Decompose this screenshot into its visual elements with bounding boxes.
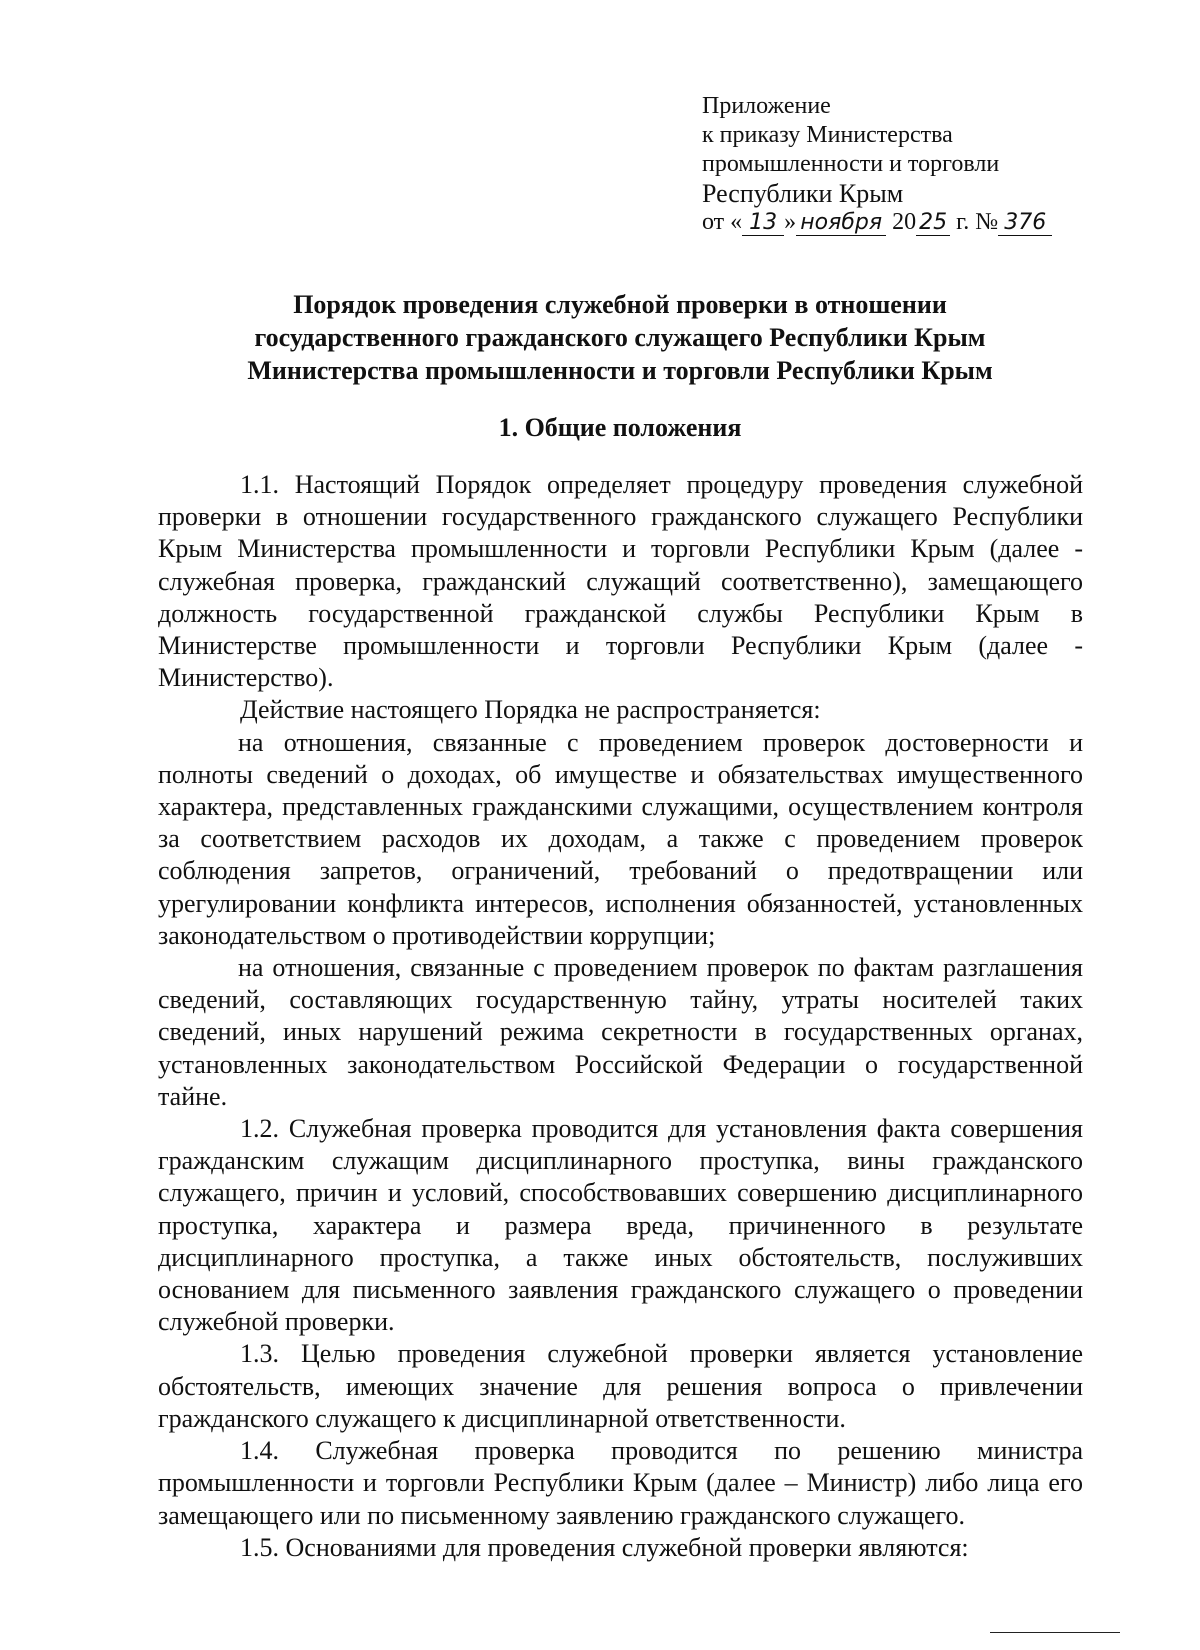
title-line: Порядок проведения служебной проверки в отношении (293, 290, 947, 319)
footer-rule (990, 1632, 1120, 1635)
date-mid: » (784, 209, 797, 235)
appendix-line: Приложение (702, 93, 831, 119)
paragraph: 1.3. Целью проведения служебной проверки является установление обстоятельств, имеющих значение для решения вопроса о привлечении гражданского служащего к дисциплинарной ответственности. (158, 1339, 1083, 1433)
handwritten-month: ноября (796, 211, 886, 236)
handwritten-year: 25 (916, 211, 950, 236)
paragraph: на отношения, связанные с проведением проверок по фактам разглашения сведений, составляющих государственную тайну, утраты носителей таких сведений, иных нарушений режима секретности в государственных органах, установленных законодательством Российской Федерации о государственной тайне. (158, 953, 1083, 1111)
appendix-date-line (702, 208, 1122, 237)
handwritten-number: 376 (998, 211, 1052, 236)
paragraph: 1.5. Основаниями для проведения служебной проверки являются: (240, 1532, 969, 1562)
year-prefix: 20 (892, 209, 917, 235)
date-prefix: от « (702, 209, 743, 235)
paragraph: 1.1. Настоящий Порядок определяет процедуру проведения служебной проверки в отношении государственного гражданского служащего Республики Крым Министерства промышленности и торговли Республики Крым (далее - служебная проверка, гражданский служащий соответственно), замещающего должность государственной гражданской службы Республики Крым в Министерстве промышленности и торговли Республики Крым (далее - Министерство). (158, 470, 1083, 693)
paragraph: Действие настоящего Порядка не распространяется: (240, 695, 821, 725)
number-prefix: г. № (956, 209, 999, 235)
handwritten-day: 13 (742, 211, 784, 236)
appendix-block (702, 92, 1122, 237)
paragraph: на отношения, связанные с проведением проверок достоверности и полноты сведений о доходах, об имуществе и обязательствах имущественного характера, представленных гражданскими служащими, осуществлением контроля за соответствием расходов их доходам, а также с проведением проверок соблюдения запретов, ограничений, требований о предотвращении или урегулировании конфликта интересов, исполнения обязанностей, установленных законодательством о противодействии коррупции; (158, 727, 1083, 950)
appendix-line: Республики Крым (702, 179, 904, 208)
section-heading: 1. Общие положения (498, 413, 742, 442)
title-line: Министерства промышленности и торговли Республики Крым (247, 356, 993, 385)
appendix-line: промышленности и торговли (702, 151, 1000, 177)
document-title (150, 288, 1090, 387)
section-body (158, 469, 1083, 1564)
paragraph: 1.4. Служебная проверка проводится по решению министра промышленности и торговли Республики Крым (далее – Министр) либо лица его замещающего или по письменному заявлению гражданского служащего. (158, 1436, 1083, 1530)
appendix-line: к приказу Министерства (702, 122, 953, 148)
title-line: государственного гражданского служащего Республики Крым (254, 323, 986, 352)
paragraph: 1.2. Служебная проверка проводится для установления факта совершения гражданским служащим дисциплинарного проступка, вины гражданского служащего, причин и условий, способствовавших совершению дисциплинарного проступка, характера и размера вреда, причиненного в результате дисциплинарного проступка, а также иных обстоятельств, послуживших основанием для письменного заявления гражданского служащего о проведении служебной проверки. (158, 1114, 1083, 1337)
